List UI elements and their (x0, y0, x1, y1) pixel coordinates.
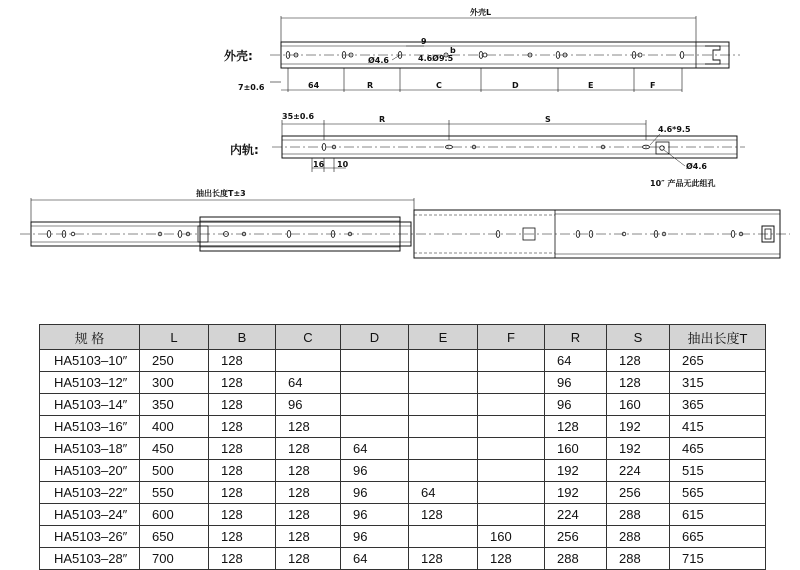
table-cell: 465 (670, 438, 766, 460)
table-cell: 192 (545, 460, 607, 482)
table-cell: 128 (276, 460, 341, 482)
table-cell: 128 (209, 482, 276, 504)
table-cell (409, 416, 478, 438)
table-cell: 665 (670, 526, 766, 548)
col-header: E (409, 325, 478, 350)
inner-rail-view (230, 112, 745, 188)
table-cell: 192 (545, 482, 607, 504)
extended-assembly-view (20, 188, 790, 258)
table-cell: 256 (607, 482, 670, 504)
table-cell: 715 (670, 548, 766, 570)
table-row (40, 350, 766, 372)
table-cell: 128 (209, 460, 276, 482)
inner-slot-dim: 4.6*9.5 (658, 125, 691, 134)
table-cell: 250 (140, 350, 209, 372)
model-cell: HA5103–14″ (40, 394, 140, 416)
table-cell: 265 (670, 350, 766, 372)
table-row (40, 416, 766, 438)
table-cell: 128 (276, 548, 341, 570)
outer-shell-view (224, 7, 740, 92)
table-cell: 128 (209, 438, 276, 460)
table-cell: 288 (607, 526, 670, 548)
table-cell: 96 (545, 372, 607, 394)
table-cell: 415 (670, 416, 766, 438)
table-cell (478, 416, 545, 438)
table-cell: 450 (140, 438, 209, 460)
outer-dim-9: 9 (421, 37, 427, 46)
table-cell (478, 350, 545, 372)
outer-slots (286, 52, 684, 59)
col-header: B (209, 325, 276, 350)
table-cell (409, 460, 478, 482)
table-row (40, 548, 766, 570)
table-cell: 615 (670, 504, 766, 526)
table-cell: 128 (276, 526, 341, 548)
inner-dim-S: S (545, 115, 551, 124)
model-cell: HA5103–26″ (40, 526, 140, 548)
table-cell (276, 350, 341, 372)
table-cell: 96 (545, 394, 607, 416)
table-cell: 224 (607, 460, 670, 482)
table-cell: 96 (341, 526, 409, 548)
outer-dim-R: R (367, 81, 374, 90)
table-cell (409, 350, 478, 372)
model-cell: HA5103–10″ (40, 350, 140, 372)
table-cell (478, 460, 545, 482)
table-cell: 96 (276, 394, 341, 416)
col-header: S (607, 325, 670, 350)
table-cell: 565 (670, 482, 766, 504)
inner-dim-10: 10 (337, 160, 349, 169)
model-cell: HA5103–16″ (40, 416, 140, 438)
model-cell: HA5103–20″ (40, 460, 140, 482)
table-cell (409, 372, 478, 394)
outer-length-label: 外壳L (470, 8, 492, 17)
inner-offset-dim: 35±0.6 (282, 112, 315, 121)
table-cell: 128 (607, 372, 670, 394)
table-cell (341, 416, 409, 438)
table-cell: 64 (545, 350, 607, 372)
table-row (40, 526, 766, 548)
outer-dim-b: b (450, 46, 456, 55)
outer-dim-C: C (436, 81, 442, 90)
table-row (40, 482, 766, 504)
inner-note: 10″ 产品无此组孔 (650, 179, 716, 188)
table-cell: 128 (276, 438, 341, 460)
outer-hole-dim: Ø4.6 (368, 56, 389, 65)
table-cell: 300 (140, 372, 209, 394)
table-cell (478, 482, 545, 504)
table-cell: 160 (545, 438, 607, 460)
table-cell (409, 438, 478, 460)
outer-dim-64: 64 (308, 81, 320, 90)
table-cell: 288 (545, 548, 607, 570)
table-cell: 160 (478, 526, 545, 548)
table-cell: 192 (607, 438, 670, 460)
table-cell: 288 (607, 548, 670, 570)
table-cell: 160 (607, 394, 670, 416)
col-header: L (140, 325, 209, 350)
col-header: 抽出长度T (670, 325, 766, 350)
table-cell (478, 394, 545, 416)
table-cell: 64 (341, 548, 409, 570)
table-cell: 224 (545, 504, 607, 526)
table-cell: 128 (276, 504, 341, 526)
col-header: D (341, 325, 409, 350)
table-cell: 128 (409, 548, 478, 570)
model-cell: HA5103–18″ (40, 438, 140, 460)
table-cell: 500 (140, 460, 209, 482)
table-cell: 350 (140, 394, 209, 416)
inner-dim-16: 16 (313, 160, 325, 169)
outer-dim-E: E (588, 81, 594, 90)
col-header: C (276, 325, 341, 350)
table-cell (478, 438, 545, 460)
table-cell: 128 (276, 416, 341, 438)
table-cell: 192 (607, 416, 670, 438)
outer-shell-label: 外壳: (224, 49, 253, 63)
table-cell: 128 (478, 548, 545, 570)
col-header: R (545, 325, 607, 350)
model-cell: HA5103–24″ (40, 504, 140, 526)
table-row (40, 460, 766, 482)
spec-table (39, 324, 766, 570)
table-cell: 96 (341, 460, 409, 482)
table-row (40, 394, 766, 416)
table-row (40, 438, 766, 460)
table-cell: 128 (209, 548, 276, 570)
table-cell: 128 (209, 504, 276, 526)
col-header: F (478, 325, 545, 350)
table-cell (478, 372, 545, 394)
model-cell: HA5103–28″ (40, 548, 140, 570)
table-cell: 400 (140, 416, 209, 438)
table-cell: 128 (209, 394, 276, 416)
table-cell: 64 (409, 482, 478, 504)
table-cell: 600 (140, 504, 209, 526)
table-cell: 128 (545, 416, 607, 438)
table-cell (341, 372, 409, 394)
table-cell: 288 (607, 504, 670, 526)
table-cell: 365 (670, 394, 766, 416)
outer-dim-F: F (650, 81, 656, 90)
table-cell: 64 (341, 438, 409, 460)
spec-table-header-row (40, 325, 766, 350)
model-cell: HA5103–12″ (40, 372, 140, 394)
table-cell: 515 (670, 460, 766, 482)
table-cell: 256 (545, 526, 607, 548)
table-cell: 128 (409, 504, 478, 526)
table-cell: 128 (607, 350, 670, 372)
table-cell: 128 (209, 350, 276, 372)
table-cell (409, 394, 478, 416)
table-cell: 128 (276, 482, 341, 504)
outer-offset-dim: 7±0.6 (238, 83, 265, 92)
table-cell (341, 394, 409, 416)
table-cell: 64 (276, 372, 341, 394)
table-cell: 315 (670, 372, 766, 394)
table-row (40, 504, 766, 526)
table-cell: 550 (140, 482, 209, 504)
inner-hole-dim: Ø4.6 (686, 162, 707, 171)
outer-slot-dim: 4.6Ø9.5 (418, 54, 454, 63)
table-cell: 96 (341, 482, 409, 504)
extension-label: 抽出长度T±3 (196, 189, 246, 198)
inner-rail-label: 内轨: (230, 143, 259, 157)
table-cell: 128 (209, 416, 276, 438)
table-row (40, 372, 766, 394)
col-header: 规 格 (40, 325, 140, 350)
table-cell (409, 526, 478, 548)
table-cell: 700 (140, 548, 209, 570)
table-cell (341, 350, 409, 372)
model-cell: HA5103–22″ (40, 482, 140, 504)
table-cell (478, 504, 545, 526)
table-cell: 128 (209, 372, 276, 394)
table-cell: 96 (341, 504, 409, 526)
table-cell: 650 (140, 526, 209, 548)
inner-dim-R: R (379, 115, 386, 124)
table-cell: 128 (209, 526, 276, 548)
outer-dim-D: D (512, 81, 519, 90)
